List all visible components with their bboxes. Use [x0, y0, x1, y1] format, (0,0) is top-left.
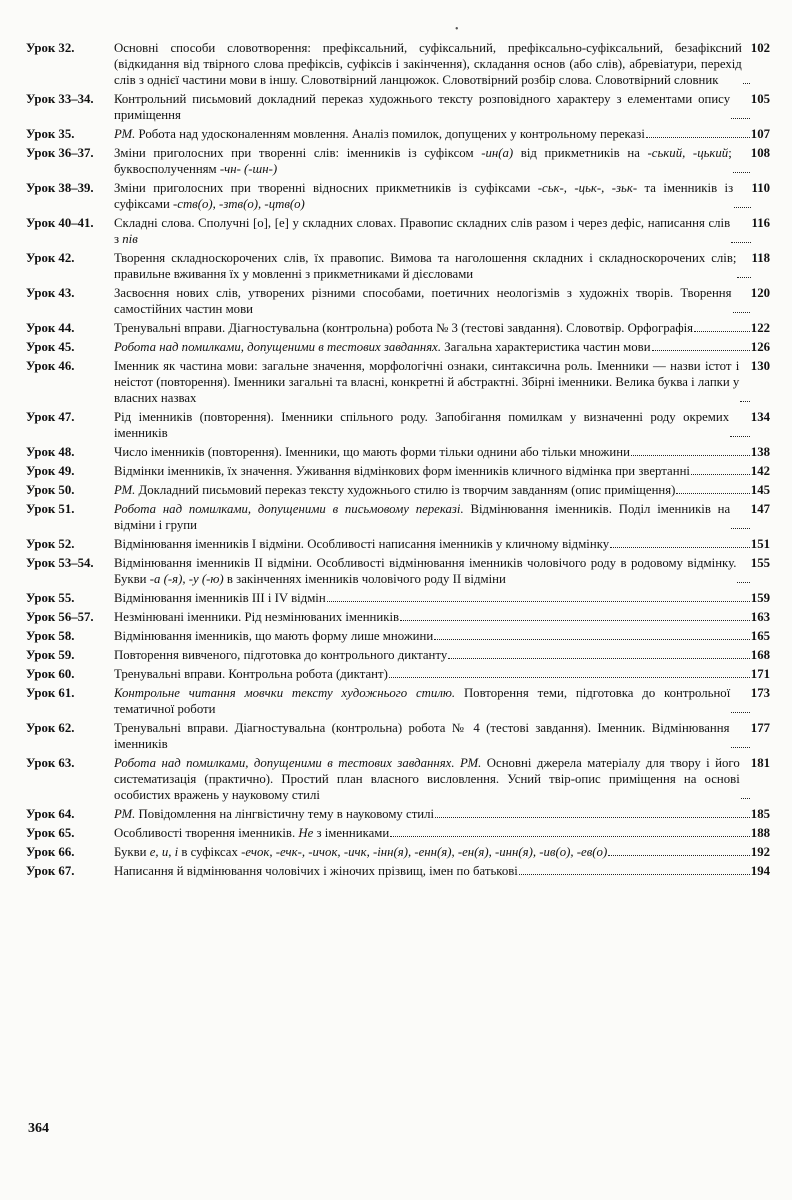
lesson-number: Урок 55.: [26, 591, 75, 605]
lesson-number: Урок 32.: [26, 41, 75, 55]
leader-dots: [652, 349, 750, 351]
lesson-title: Тренувальні вправи. Контрольна робота (диктант) 171: [114, 667, 770, 681]
lesson-title: Іменник як частина мови: загальне значення, морфологічні ознаки, синтаксична роль. Іменники — назви істот і неістот (повторення). Іменники загальні та власні, конкретні й абстрактні. Збірні іменники. Велика буква і лапки у власних назвах 130: [114, 359, 770, 405]
page-ref: 192: [750, 845, 770, 859]
page-ref: 118: [751, 251, 770, 265]
page-ref: 171: [750, 667, 770, 681]
page-ref: 105: [750, 92, 770, 106]
page-ref: 122: [750, 321, 770, 335]
lesson-number: Урок 50.: [26, 483, 75, 497]
toc-entry: [26, 501, 770, 533]
lesson-title: Букви е, и, і в суфіксах -ечок, -ечк-, -ичок, -ичк, -інн(я), -енн(я), -ен(я), -инн(я), -ив(о), -ев(о) 192: [114, 845, 770, 859]
toc-entry: [26, 755, 770, 803]
leader-dots: [608, 854, 750, 856]
page-ref: 177: [750, 721, 770, 735]
leader-dots: [519, 873, 750, 875]
lesson-title: Відмінювання іменників І відміни. Особливості написання іменників у кличному відмінку 151: [114, 537, 770, 551]
toc-entry: [26, 91, 770, 123]
page-ref: 134: [750, 410, 770, 424]
toc-entry: [26, 628, 770, 644]
leader-dots: [434, 638, 750, 640]
top-mark: •: [455, 24, 459, 35]
leader-dots: [694, 330, 750, 332]
lesson-title: Робота над помилками, допущеними в тестових завданнях. РМ. Основні джерела матеріалу для твору і його систематизація (практично). Простий план власного висловлення. Усний твір-опис приміщення на основі особистих вражень у науковому стилі 181: [114, 756, 770, 802]
leader-dots: [731, 527, 750, 529]
lesson-number: Урок 42.: [26, 251, 75, 265]
page-ref: 108: [750, 146, 770, 160]
toc-entry: [26, 536, 770, 552]
leader-dots: [676, 492, 749, 494]
toc-entry: [26, 482, 770, 498]
lesson-title: Контрольний письмовий докладний переказ художнього тексту розповідного характеру з елементами опису приміщення 105: [114, 92, 770, 122]
page-ref: 116: [751, 216, 770, 230]
lesson-title: Рід іменників (повторення). Іменники спільного роду. Запобігання помилкам у визначенні роду окремих іменників 134: [114, 410, 770, 440]
toc-entry: [26, 806, 770, 822]
lesson-number: Урок 47.: [26, 410, 75, 424]
toc-entry: [26, 320, 770, 336]
toc-entry: [26, 590, 770, 606]
lesson-number: Урок 45.: [26, 340, 75, 354]
toc-entry: [26, 844, 770, 860]
page-ref: 165: [750, 629, 770, 643]
lesson-title: Творення складноскорочених слів, їх правопис. Вимова та наголошення складних і складноскорочених слів; правильне вживання їх у мовленні з прикметниками й дієсловами 118: [114, 251, 770, 281]
page-ref: 107: [750, 127, 770, 141]
lesson-number: Урок 58.: [26, 629, 75, 643]
page-ref: 163: [750, 610, 770, 624]
lesson-number: Урок 64.: [26, 807, 75, 821]
leader-dots: [743, 82, 750, 84]
lesson-number: Урок 66.: [26, 845, 75, 859]
lesson-title: Робота над помилками, допущеними в тестових завданнях. Загальна характеристика частин мови 126: [114, 340, 770, 354]
lesson-number: Урок 48.: [26, 445, 75, 459]
page-ref: 130: [750, 359, 770, 373]
page-ref: 168: [750, 648, 770, 662]
lesson-title: Контрольне читання мовчки тексту художнього стилю. Повторення теми, підготовка до контрольної тематичної роботи 173: [114, 686, 770, 716]
lesson-number: Урок 46.: [26, 359, 75, 373]
toc-entry: [26, 409, 770, 441]
lesson-number: Урок 65.: [26, 826, 75, 840]
toc-entry: [26, 720, 770, 752]
lesson-number: Урок 33–34.: [26, 92, 94, 106]
leader-dots: [731, 711, 750, 713]
lesson-title: Відмінювання іменників ІІІ і IV відмін 159: [114, 591, 770, 605]
lesson-number: Урок 53–54.: [26, 556, 94, 570]
lesson-title: Тренувальні вправи. Діагностувальна (контрольна) робота № 4 (тестові завдання). Іменник. Відмінювання іменників 177: [114, 721, 770, 751]
page-ref: 194: [750, 864, 770, 878]
lesson-title: Відмінювання іменників, що мають форму лише множини 165: [114, 629, 770, 643]
lesson-title: РМ. Докладний письмовий переказ тексту художнього стилю із творчим завданням (опис приміщення) 145: [114, 483, 770, 497]
leader-dots: [741, 797, 750, 799]
page-ref: 181: [750, 756, 770, 770]
lesson-number: Урок 56–57.: [26, 610, 94, 624]
table-of-contents: [26, 40, 770, 882]
page-ref: 142: [750, 464, 770, 478]
toc-entry: [26, 647, 770, 663]
leader-dots: [731, 117, 750, 119]
lesson-title: Відмінки іменників, їх значення. Уживання відмінкових форм іменників кличного відмінка при звертанні 142: [114, 464, 770, 478]
lesson-number: Урок 44.: [26, 321, 75, 335]
leader-dots: [610, 546, 750, 548]
leader-dots: [740, 400, 749, 402]
leader-dots: [737, 581, 749, 583]
leader-dots: [733, 311, 750, 313]
toc-entry: [26, 358, 770, 406]
toc-entry: [26, 825, 770, 841]
toc-entry: [26, 180, 770, 212]
page-ref: 173: [750, 686, 770, 700]
leader-dots: [327, 600, 750, 602]
lesson-title: РМ. Робота над удосконаленням мовлення. Аналіз помилок, допущених у контрольному переказі 107: [114, 127, 770, 141]
page-ref: 138: [750, 445, 770, 459]
lesson-number: Урок 61.: [26, 686, 75, 700]
leader-dots: [691, 473, 750, 475]
toc-entry: [26, 666, 770, 682]
page-ref: 151: [750, 537, 770, 551]
lesson-number: Урок 38–39.: [26, 181, 94, 195]
toc-entry: [26, 685, 770, 717]
leader-dots: [730, 435, 750, 437]
leader-dots: [731, 241, 750, 243]
lesson-title: Зміни приголосних при творенні слів: іменників із суфіксом -ин(а) від прикметників на -ський, -цький; буквосполученням -чн- (-шн-) 108: [114, 146, 770, 176]
lesson-title: Робота над помилками, допущеними в письмовому переказі. Відмінювання іменників. Поділ іменників на відміни і групи 147: [114, 502, 770, 532]
toc-entry: [26, 444, 770, 460]
leader-dots: [737, 276, 750, 278]
lesson-number: Урок 62.: [26, 721, 75, 735]
lesson-title: Число іменників (повторення). Іменники, що мають форми тільки однини або тільки множини 138: [114, 445, 770, 459]
leader-dots: [733, 171, 750, 173]
lesson-number: Урок 67.: [26, 864, 75, 878]
lesson-number: Урок 43.: [26, 286, 75, 300]
leader-dots: [646, 136, 750, 138]
toc-entry: [26, 463, 770, 479]
lesson-title: Незмінювані іменники. Рід незмінюваних іменників 163: [114, 610, 770, 624]
leader-dots: [390, 835, 750, 837]
leader-dots: [731, 746, 750, 748]
page-ref: 110: [751, 181, 770, 195]
toc-entry: [26, 285, 770, 317]
leader-dots: [448, 657, 750, 659]
toc-entry: [26, 609, 770, 625]
lesson-title: Засвоєння нових слів, утворених різними способами, поетичних неологізмів з художніх творів. Творення самостійних частин мови 120: [114, 286, 770, 316]
toc-entry: [26, 863, 770, 879]
lesson-title: Основні способи словотворення: префіксальний, суфіксальний, префіксально-суфіксальний, безафіксний (відкидання від твірного слова префіксів, суфіксів і закінчення), складання основ (або слів), абревіатури, перехід слів з однієї частини мови в іншу. Словотвірний ланцюжок. Словотвірний розбір слова. Словотвірний словник 102: [114, 41, 770, 87]
lesson-title: РМ. Повідомлення на лінгвістичну тему в науковому стилі 185: [114, 807, 770, 821]
toc-entry: [26, 555, 770, 587]
lesson-title: Написання й відмінювання чоловічих і жіночих прізвищ, імен по батькові 194: [114, 864, 770, 878]
toc-entry: [26, 40, 770, 88]
page-ref: 102: [750, 41, 770, 55]
page-ref: 155: [750, 556, 770, 570]
page-ref: 185: [750, 807, 770, 821]
toc-entry: [26, 215, 770, 247]
lesson-number: Урок 40–41.: [26, 216, 94, 230]
toc-entry: [26, 339, 770, 355]
page-number: 364: [28, 1121, 49, 1136]
leader-dots: [400, 619, 750, 621]
page-ref: 147: [750, 502, 770, 516]
toc-entry: [26, 126, 770, 142]
lesson-title: Особливості творення іменників. Не з іменниками 188: [114, 826, 770, 840]
leader-dots: [631, 454, 750, 456]
leader-dots: [435, 816, 750, 818]
toc-entry: [26, 250, 770, 282]
page-ref: 145: [750, 483, 770, 497]
lesson-title: Повторення вивченого, підготовка до контрольного диктанту 168: [114, 648, 770, 662]
page-ref: 188: [750, 826, 770, 840]
page-ref: 159: [750, 591, 770, 605]
lesson-number: Урок 59.: [26, 648, 75, 662]
leader-dots: [734, 206, 750, 208]
page-ref: 126: [750, 340, 770, 354]
lesson-number: Урок 36–37.: [26, 146, 94, 160]
lesson-number: Урок 35.: [26, 127, 75, 141]
lesson-title: Зміни приголосних при творенні відносних прикметників із суфіксами -ськ-, -цьк-, -зьк- та іменників із суфіксами -ств(о), -зтв(о), -цтв(о) 110: [114, 181, 770, 211]
lesson-number: Урок 52.: [26, 537, 75, 551]
lesson-number: Урок 49.: [26, 464, 75, 478]
lesson-number: Урок 63.: [26, 756, 75, 770]
page-ref: 120: [750, 286, 770, 300]
toc-entry: [26, 145, 770, 177]
lesson-number: Урок 51.: [26, 502, 75, 516]
lesson-title: Складні слова. Сполучні [о], [е] у складних словах. Правопис складних слів разом і через дефіс, написання слів з пів 116: [114, 216, 770, 246]
lesson-title: Тренувальні вправи. Діагностувальна (контрольна) робота № 3 (тестові завдання). Словотвір. Орфографія 122: [114, 321, 770, 335]
lesson-title: Відмінювання іменників ІІ відміни. Особливості відмінювання іменників чоловічого роду в родовому відмінку. Букви -а (-я), -у (-ю) в закінченнях іменників чоловічого роду ІІ відміни 155: [114, 556, 770, 586]
leader-dots: [389, 676, 750, 678]
lesson-number: Урок 60.: [26, 667, 75, 681]
